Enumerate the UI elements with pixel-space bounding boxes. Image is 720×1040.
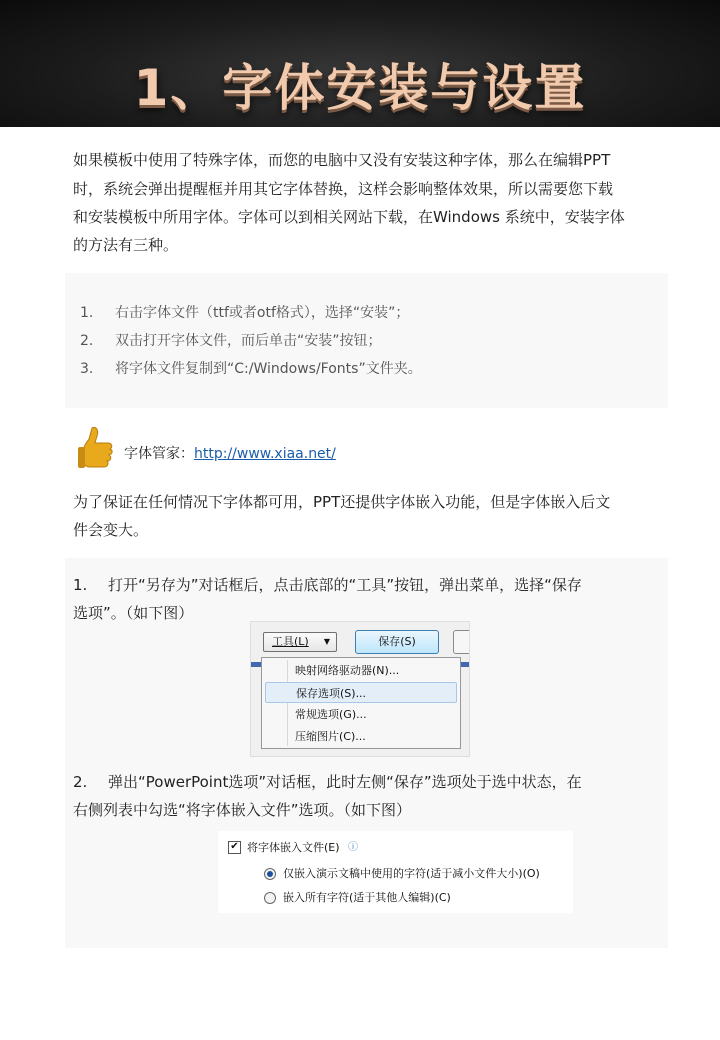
embed-step-1-line: 选项”。（如下图） (73, 604, 194, 622)
step-number: 1. (73, 576, 88, 594)
font-site-link[interactable]: http://www.xiaa.net/ (194, 446, 336, 462)
intro-line: 和安装模板中所用字体。字体可以到相关网站下载，在Windows 系统中，安装字体 (73, 208, 625, 226)
font-manager-tip (124, 443, 336, 463)
thumbs-up-icon (78, 426, 114, 470)
menu-item-general-options[interactable]: 常规选项(G)... (295, 708, 367, 721)
step-text: 将字体文件复制到“C:/Windows/Fonts”文件夹。 (115, 361, 422, 377)
page-title: 1、字体安装与设置 (133, 59, 587, 117)
save-as-tools-screenshot (250, 621, 470, 757)
step-text: 双击打开字体文件，而后单击“安装”按钮； (115, 333, 382, 349)
menu-item-map-drive[interactable]: 映射网络驱动器(N)... (295, 664, 400, 677)
embed-all-chars-label: 嵌入所有字符(适于其他人编辑)(C) (283, 891, 451, 904)
tip-label: 字体管家： (124, 446, 194, 462)
embed-fonts-screenshot (218, 831, 573, 913)
save-button[interactable]: 保存(S) (355, 630, 439, 654)
embed-intro-line: 件会变大。 (73, 521, 149, 539)
step-number: 1. (80, 305, 94, 321)
install-step (80, 331, 382, 351)
intro-line: 的方法有三种。 (73, 236, 179, 254)
info-icon: ⓘ (348, 842, 358, 853)
cancel-button[interactable] (453, 630, 470, 654)
embed-used-chars-radio[interactable] (264, 868, 276, 880)
tools-menu (261, 657, 461, 749)
intro-line: 如果模板中使用了特殊字体，而您的电脑中又没有安装这种字体，那么在编辑PPT (73, 151, 611, 169)
embed-fonts-label: 将字体嵌入文件(E) (247, 841, 340, 854)
embed-step-1-line (73, 571, 658, 600)
install-step (80, 303, 409, 323)
install-step (80, 359, 422, 379)
embed-all-chars-radio[interactable] (264, 892, 276, 904)
embed-fonts-checkbox[interactable]: ✔ (228, 841, 241, 854)
embed-step-2-line (73, 768, 658, 797)
intro-line: 时，系统会弹出提醒框并用其它字体替换，这样会影响整体效果，所以需要您下载 (73, 180, 614, 198)
chevron-down-icon: ▼ (323, 637, 330, 646)
step-text: 打开“另存为”对话框后，点击底部的“工具”按钮，弹出菜单，选择“保存 (108, 576, 582, 594)
step-number: 3. (80, 361, 94, 377)
title-banner (0, 0, 720, 127)
tools-dropdown-button[interactable] (263, 632, 337, 652)
embed-step-2-line: 右侧列表中勾选“将字体嵌入文件”选项。（如下图） (73, 801, 412, 819)
embed-intro-line: 为了保证在任何情况下字体都可用，PPT还提供字体嵌入功能，但是字体嵌入后文 (73, 493, 611, 511)
step-text: 弹出“PowerPoint选项”对话框，此时左侧“保存”选项处于选中状态，在 (108, 773, 582, 791)
tools-label: 工具(L) (272, 635, 309, 648)
menu-item-compress-pictures[interactable]: 压缩图片(C)... (295, 730, 366, 743)
step-number: 2. (80, 333, 94, 349)
embed-used-chars-label: 仅嵌入演示文稿中使用的字符(适于减小文件大小)(O) (283, 867, 540, 880)
menu-item-save-options[interactable]: 保存选项(S)... (265, 682, 457, 703)
step-number: 2. (73, 773, 88, 791)
step-text: 右击字体文件（ttf或者otf格式），选择“安装”； (115, 305, 410, 321)
